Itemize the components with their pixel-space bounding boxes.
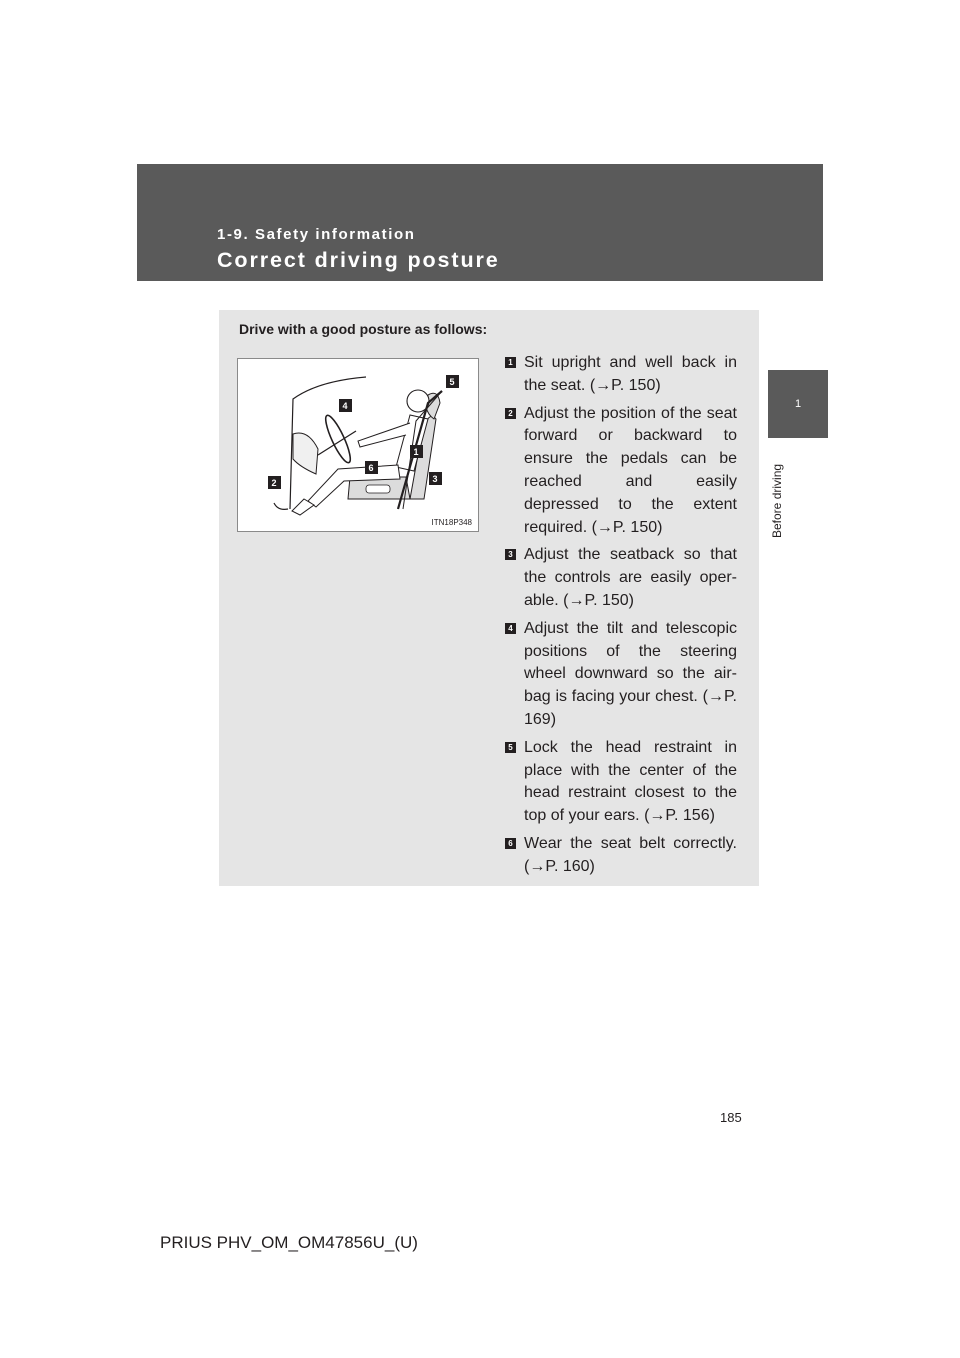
- number-marker-5: 5: [505, 742, 516, 753]
- posture-drawing: [238, 359, 478, 531]
- header-band: [137, 164, 823, 281]
- number-marker-6: 6: [505, 838, 516, 849]
- svg-text:2: 2: [271, 478, 277, 488]
- callout-text-1: Sit upright and well back in the seat. (→P. 150): [524, 354, 737, 394]
- page-title: Correct driving posture: [217, 248, 500, 272]
- figure-marker-1: [410, 445, 423, 458]
- figure-code: ITN18P348: [431, 518, 472, 527]
- svg-text:3: 3: [432, 474, 438, 484]
- section-label: 1-9. Safety information: [217, 226, 416, 243]
- figure-marker-6: [365, 461, 378, 474]
- svg-text:1: 1: [413, 447, 419, 457]
- callout-text-2: Adjust the position of the seat forward or backward to ensure the pedals can be reached and easily depressed to the extent required. (→P. 150): [524, 404, 737, 536]
- intro-text: Drive with a good posture as follows:: [239, 321, 488, 337]
- callout-item-2: [505, 403, 737, 540]
- callout-item-1: [505, 352, 737, 398]
- number-marker-3: 3: [505, 549, 516, 560]
- dash-cowl: [293, 433, 318, 474]
- chapter-number: 1: [794, 398, 802, 410]
- driving-posture-illustration: [237, 358, 479, 532]
- callout-item-5: [505, 737, 737, 828]
- pedal: [274, 503, 288, 509]
- callout-item-3: [505, 544, 737, 612]
- number-marker-4: 4: [505, 623, 516, 634]
- callout-text-4: Adjust the tilt and telescopic positions of the steering wheel downward so the air-bag is facing your chest. (→P. 169): [524, 619, 737, 728]
- figure-marker-2: [268, 476, 281, 489]
- chapter-side-label: [770, 448, 784, 538]
- number-marker-2: 2: [505, 408, 516, 419]
- figure-marker-5: [446, 375, 459, 388]
- callout-text-3: Adjust the seatback so that the controls are easily oper-able. (→P. 150): [524, 546, 737, 609]
- content-panel: [219, 310, 759, 886]
- chapter-tab: [768, 370, 828, 438]
- page-number: 185: [720, 1110, 742, 1125]
- footer-code: PRIUS PHV_OM_OM47856U_(U): [160, 1233, 418, 1252]
- figure-marker-3: [429, 472, 442, 485]
- callout-item-6: [505, 833, 737, 879]
- callout-item-4: [505, 618, 737, 732]
- svg-text:5: 5: [449, 377, 455, 387]
- callout-list: [505, 352, 737, 884]
- svg-text:6: 6: [368, 463, 374, 473]
- number-marker-1: 1: [505, 357, 516, 368]
- steering-wheel: [322, 413, 355, 465]
- callout-text-5: Lock the head restraint in place with the center of the head restraint closest to the top of your ears. (→P. 156): [524, 738, 737, 825]
- chapter-name: Before driving: [770, 463, 784, 538]
- figure-marker-4: [339, 399, 352, 412]
- svg-text:4: 4: [342, 401, 348, 411]
- seat-switch: [366, 485, 390, 493]
- callout-text-6: Wear the seat belt correctly. (→P. 160): [524, 834, 737, 875]
